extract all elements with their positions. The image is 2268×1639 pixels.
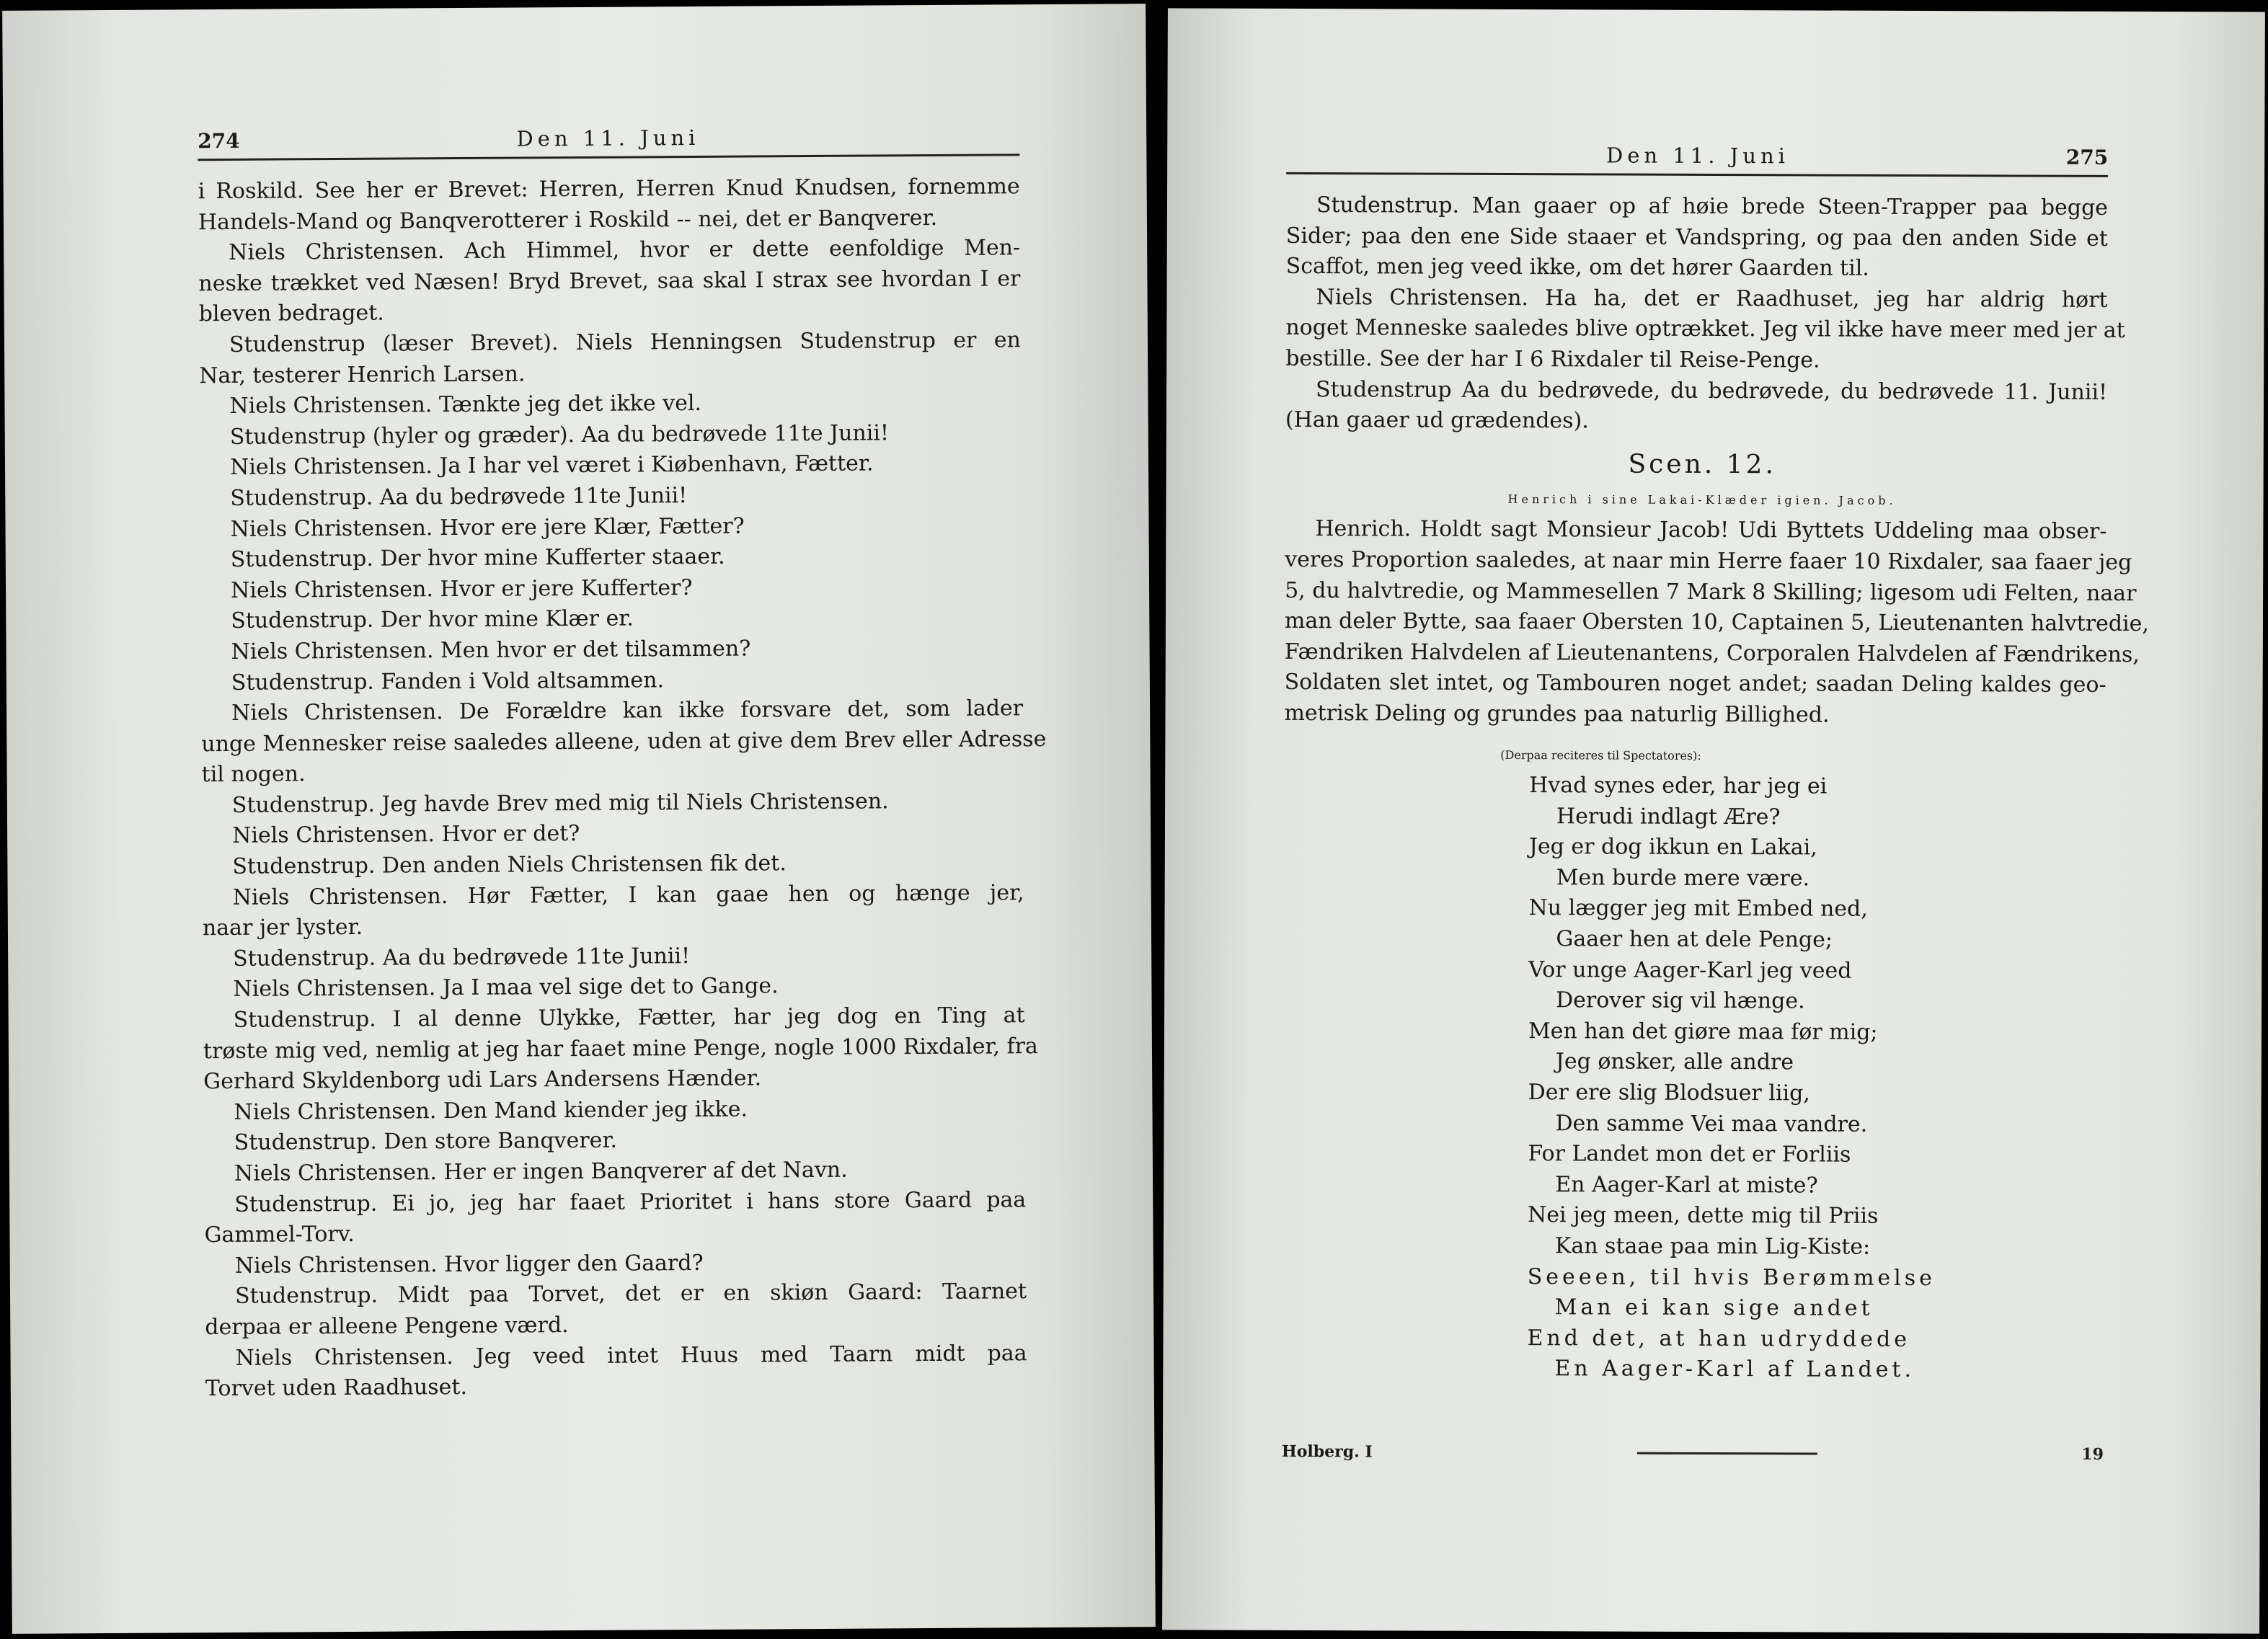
text-line: Niels Christensen. Tænkte jeg det ikke vel. (229, 391, 702, 419)
text-line: derpaa er alleene Pengene værd. (205, 1312, 569, 1341)
text-line: i Roskild. See her er Brevet: Herren, Herren Knud Knudsen, fornemme (198, 174, 1020, 205)
text-line: metrisk Deling og grundes paa naturlig Billighed. (1284, 700, 1830, 728)
text-line: noget Menneske saaledes blive optrækket. Jeg vil ikke have meer med jer at (1285, 315, 2125, 344)
text-line: Derover sig vil hænge. (1556, 987, 1805, 1014)
footer-sheet-number: 19 (2081, 1444, 2104, 1464)
text-line: Studenstrup. Der hvor mine Klær er. (231, 605, 634, 634)
scene-cast: Henrich i sine Lakai-Klæder igien. Jacob. (1507, 492, 1897, 507)
text-line: Studenstrup. Ei jo, jeg har faaet Prioritet i hans store Gaard paa (234, 1186, 1027, 1217)
text-line: veres Proportion saaledes, at naar min Herre faaer 10 Rixdaler, saa faaer jeg (1285, 546, 2132, 575)
text-line: Studenstrup Aa du bedrøvede, du bedrøvede, du bedrøvede 11. Junii! (1316, 376, 2108, 405)
text-line: Men han det giøre maa før mig; (1528, 1018, 1878, 1045)
text-line: Nu lægger jeg mit Embed ned, (1528, 895, 1868, 923)
text-line: Niels Christensen. Hvor er det? (232, 821, 580, 849)
text-line: Sider; paa den ene Side staaer et Vandspring, og paa den anden Side et (1285, 223, 2108, 252)
left-page (2, 4, 1156, 1634)
text-line: Niels Christensen. Ach Himmel, hvor er dette eenfoldige Men- (229, 235, 1021, 266)
text-line: Henrich. Holdt sagt Monsieur Jacob! Udi Byttets Uddeling maa obser- (1315, 516, 2107, 545)
running-title: Den 11. Juni (1605, 143, 1789, 169)
left-page-text (198, 172, 1047, 1405)
text-line: Niels Christensen. Her er ingen Banqverer af det Navn. (234, 1157, 848, 1186)
page-number: 274 (198, 128, 240, 154)
text-line: Man ei kan sige andet (1554, 1294, 1874, 1321)
text-line: Soldaten slet intet, og Tambouren noget andet; saadan Deling kaldes geo- (1284, 670, 2107, 698)
page-footer (1282, 1442, 2104, 1464)
text-line: Studenstrup. I al denne Ulykke, Fætter, har jeg dog en Ting at (233, 1003, 1025, 1033)
text-line: Gaaer hen at dele Penge; (1556, 926, 1833, 953)
right-page-dialogue (1285, 190, 2125, 439)
text-line: Studenstrup. Fanden i Vold altsammen. (231, 667, 665, 696)
text-line: Kan staae paa min Lig-Kiste: (1554, 1233, 1871, 1260)
right-page-header (1286, 142, 2108, 177)
text-line: Scaffot, men jeg veed ikke, om det hører Gaarden til. (1285, 254, 1869, 281)
text-line: Niels Christensen. Ja I har vel været i Kiøbenhavn, Fætter. (229, 450, 874, 481)
text-line: Niels Christensen. Hvor er jere Kufferter? (230, 574, 693, 603)
text-line: Nei jeg meen, dette mig til Priis (1528, 1202, 1879, 1230)
text-line: Men burde mere være. (1556, 865, 1810, 892)
text-line: Jeg ønsker, alle andre (1555, 1049, 1794, 1075)
text-line: Jeg er dog ikkun en Lakai, (1528, 834, 1817, 861)
footer-signature: Holberg. I (1281, 1442, 1373, 1462)
text-line: End det, at han udryddede (1527, 1325, 1911, 1352)
text-line: Herudi indlagt Ære? (1556, 803, 1781, 830)
text-line: Studenstrup. Den store Banqverer. (234, 1128, 618, 1156)
footer-rule (1637, 1452, 1817, 1454)
text-line: Studenstrup. Jeg havde Brev med mig til Niels Christensen. (231, 789, 889, 818)
text-line: bleven bedraget. (198, 301, 384, 327)
text-line: Vor unge Aager-Karl jeg veed (1528, 956, 1852, 984)
text-line: Hvad synes eder, har jeg ei (1529, 773, 1828, 799)
text-line: neske trækket ved Næsen! Bryd Brevet, saa skal I strax see hvordan I er (198, 266, 1021, 296)
text-line: Niels Christensen. Men hvor er det tilsammen? (231, 636, 751, 665)
text-line: Gammel-Torv. (204, 1222, 355, 1248)
text-line: Fændriken Halvdelen af Lieutenantens, Corporalen Halvdelen af Fændrikens, (1284, 639, 2140, 667)
text-line: Seeeen, til hvis Berømmelse (1527, 1263, 1936, 1291)
text-line: Studenstrup. Midt paa Torvet, det er en skiøn Gaard: Taarnet (234, 1279, 1027, 1310)
running-title: Den 11. Juni (516, 125, 700, 151)
text-line: Studenstrup. Den anden Niels Christensen fik det. (232, 850, 787, 879)
text-line: bestille. See der har I 6 Rixdaler til Reise-Penge. (1285, 345, 1820, 373)
text-line: (Han gaaer ud grædendes). (1285, 407, 1589, 434)
text-line: Den samme Vei maa vandre. (1555, 1110, 1868, 1137)
text-line: Studenstrup. Aa du bedrøvede 11te Junii! (230, 483, 688, 511)
scene-title: Scen. 12. (1628, 449, 1777, 480)
speech-text (1284, 514, 2150, 732)
text-line: man deler Bytte, saa faaer Obersten 10, Captainen 5, Lieutenanten halvtredie, (1284, 608, 2150, 637)
text-line: naar jer lyster. (202, 915, 363, 941)
text-line: Gerhard Skyldenborg udi Lars Andersens Hænder. (203, 1065, 762, 1095)
text-line: 5, du halvtredie, og Mammesellen 7 Mark 8 Skilling; ligesom udi Felten, naar (1285, 577, 2137, 606)
right-page (1162, 8, 2265, 1633)
text-line: Niels Christensen. Hør Fætter, I kan gaae hen og hænge jer, (232, 879, 1024, 910)
text-line: Niels Christensen. Den Mand kiender jeg ikke. (234, 1096, 748, 1125)
text-line: til nogen. (201, 761, 306, 788)
page-number: 275 (2065, 145, 2109, 169)
text-line: Torvet uden Raadhuset. (205, 1374, 468, 1402)
text-line: Niels Christensen. De Forældre kan ikke forsvare det, som lader (231, 696, 1024, 727)
text-line: Niels Christensen. Hvor ere jere Klær, Fætter? (230, 513, 745, 542)
verse-text (1282, 770, 2106, 1387)
left-page-header (198, 123, 1019, 161)
text-line: Niels Christensen. Ha ha, det er Raadhuset, jeg har aldrig hørt (1316, 284, 2108, 313)
text-line: unge Mennesker reise saaledes alleene, uden at give dem Brev eller Adresse (201, 726, 1047, 757)
text-line: Studenstrup. Der hvor mine Kufferter staaer. (230, 543, 725, 573)
text-line: Handels-Mand og Banqverotterer i Roskild -- nei, det er Banqverer. (198, 205, 938, 235)
text-line: En Aager-Karl af Landet. (1554, 1356, 1915, 1383)
text-line: Niels Christensen. Ja I maa vel sige det to Gange. (233, 973, 779, 1003)
text-line: Studenstrup (hyler og græder). Aa du bedrøvede 11te Junii! (229, 420, 890, 450)
text-line: Niels Christensen. Jeg veed intet Huus med Taarn midt paa (235, 1340, 1027, 1371)
text-line: Der ere slig Blodsuer liig, (1528, 1080, 1810, 1106)
text-line: Niels Christensen. Hvor ligger den Gaard? (234, 1250, 704, 1279)
stage-direction: (Derpaa reciteres til Spectatores): (1500, 747, 1701, 763)
text-line: Studenstrup. Man gaaer op af høie brede Steen-Trapper paa begge (1316, 192, 2109, 221)
text-line: Studenstrup. Aa du bedrøvede 11te Junii! (233, 943, 691, 972)
text-line: En Aager-Karl at miste? (1555, 1172, 1818, 1199)
text-line: Studenstrup (læser Brevet). Niels Henningsen Studenstrup er en (229, 327, 1022, 357)
text-line: For Landet mon det er Forliis (1528, 1141, 1851, 1168)
text-line: trøste mig ved, nemlig at jeg har faaet mine Penge, nogle 1000 Rixdaler, fra (203, 1033, 1038, 1064)
text-line: Nar, testerer Henrich Larsen. (199, 361, 526, 388)
